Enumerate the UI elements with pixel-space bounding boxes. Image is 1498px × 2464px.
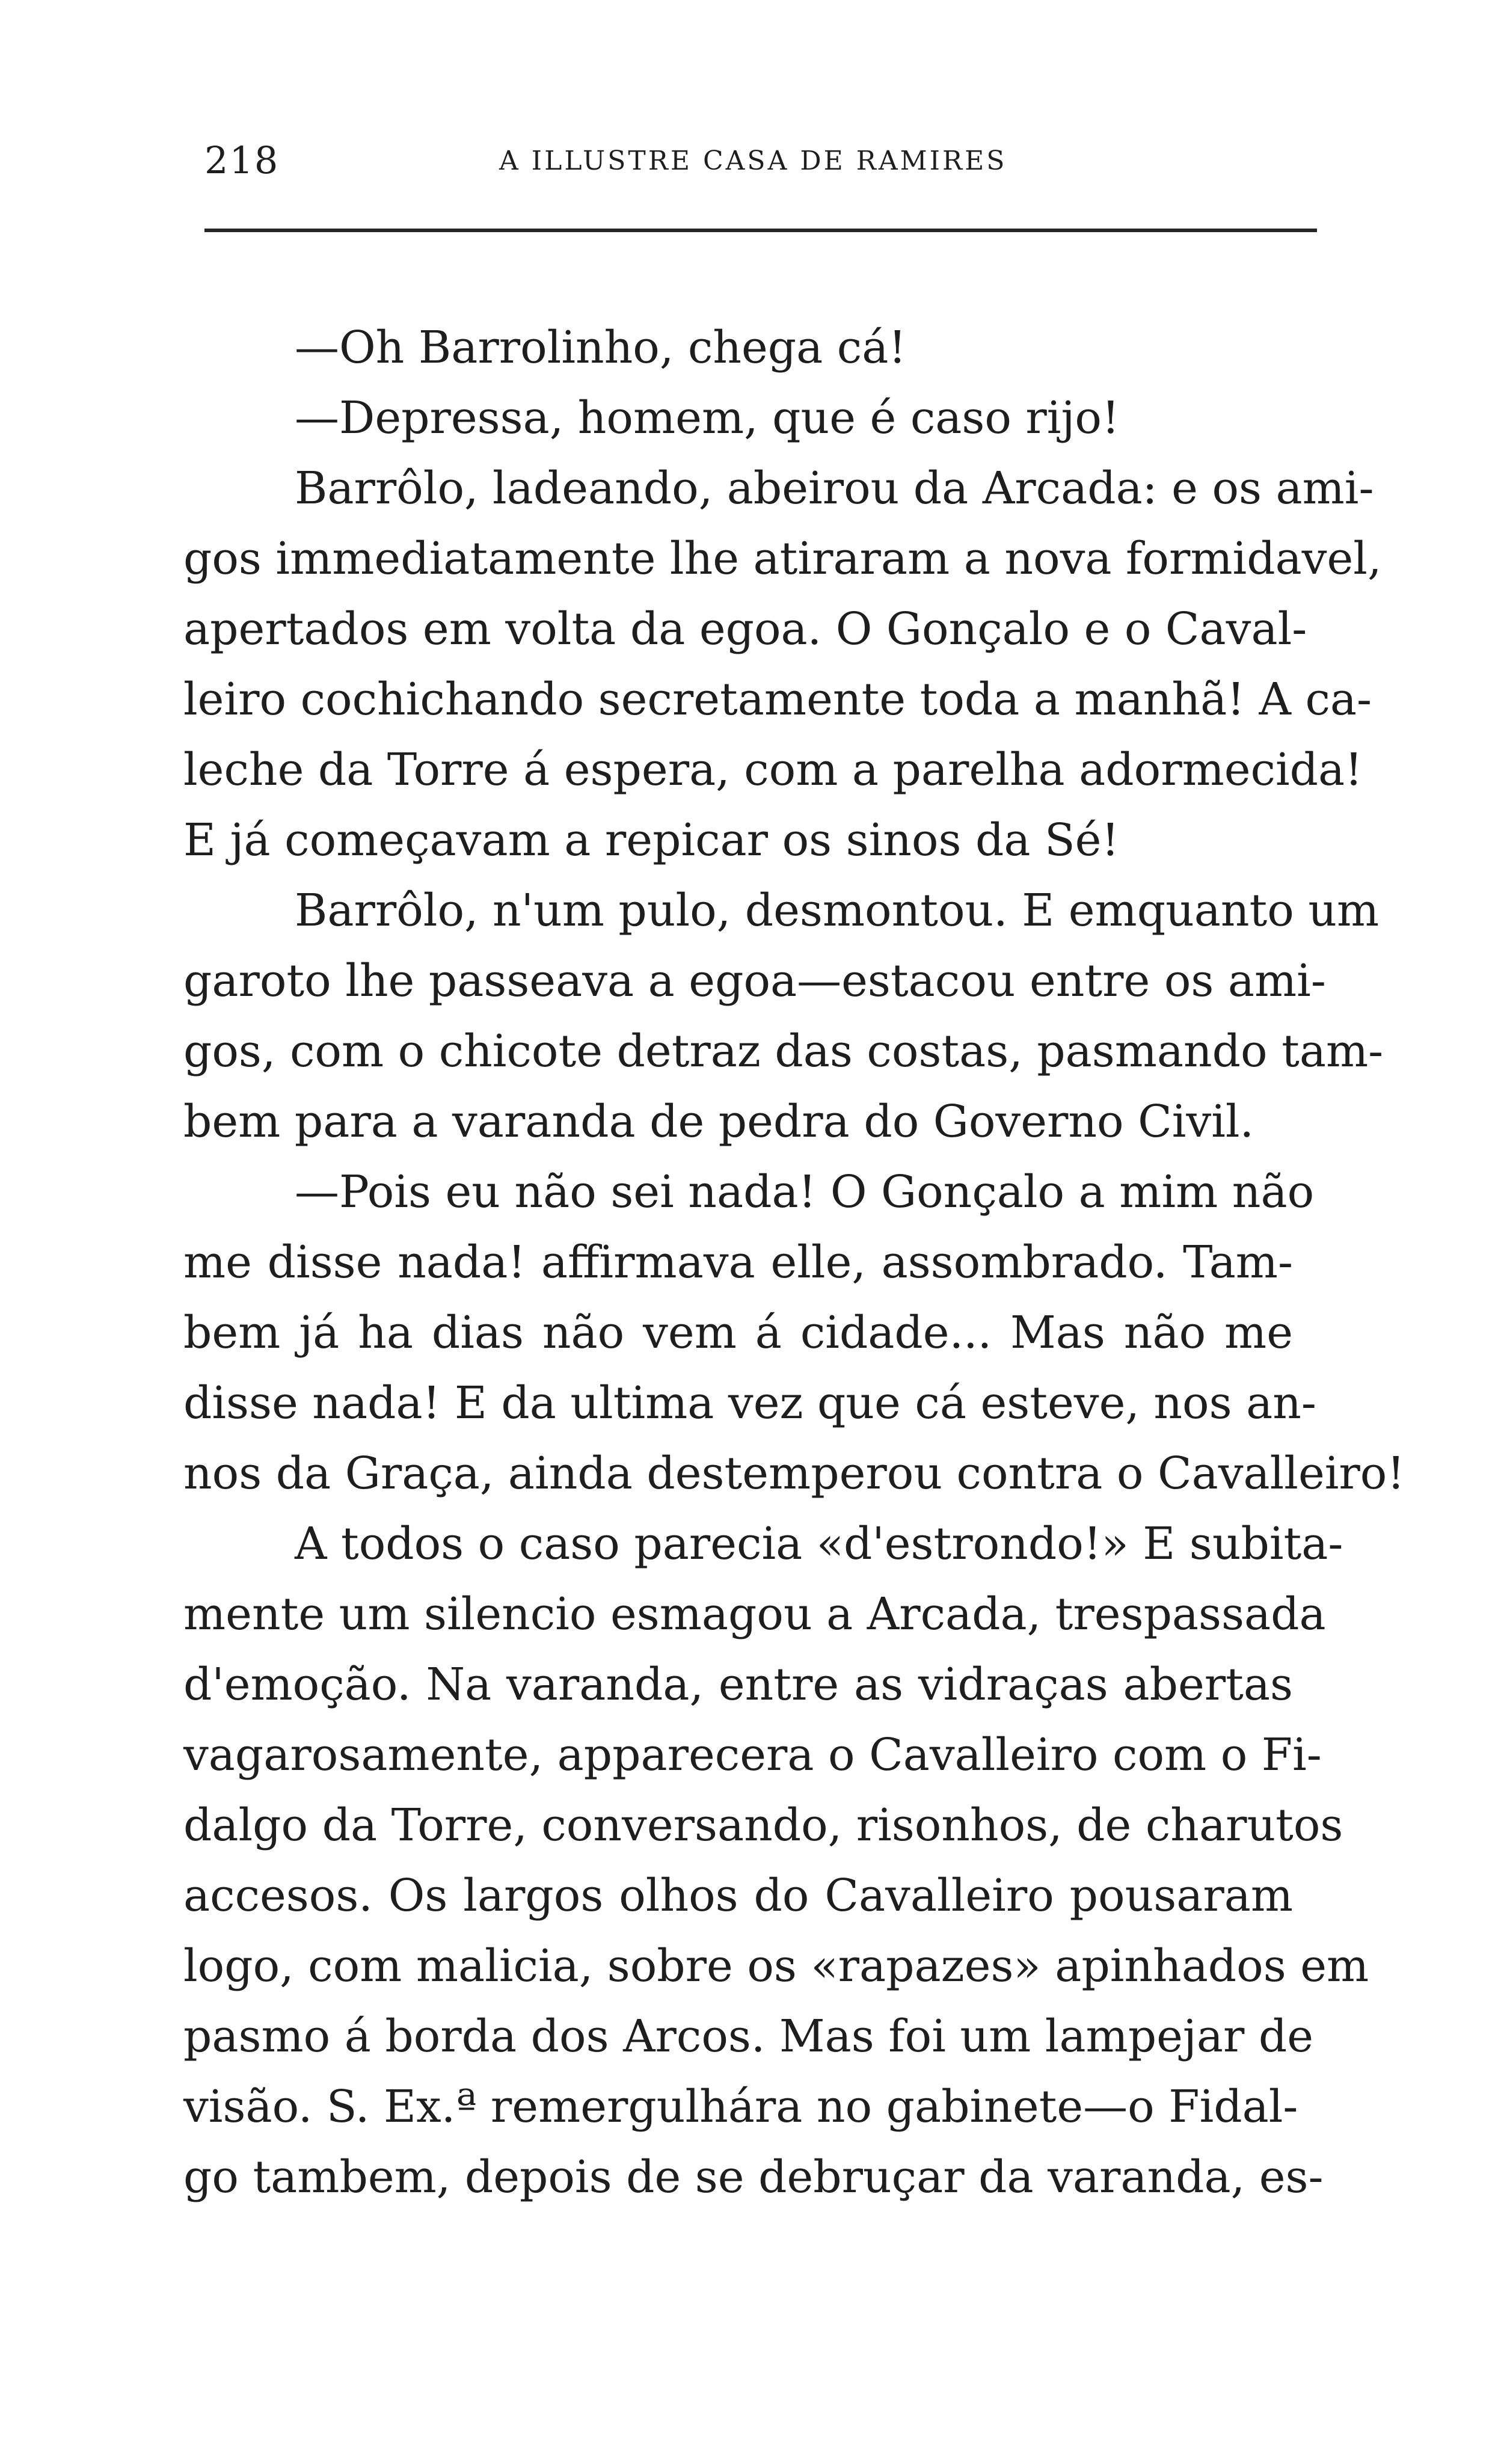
text-line: me disse nada! affirmava elle, assombrado. Tam- bbox=[183, 1237, 1293, 1288]
text-line: nos da Graça, ainda destemperou contra o Cavalleiro! bbox=[183, 1448, 1405, 1499]
text-line: pasmo á borda dos Arcos. Mas foi um lampejar de bbox=[183, 2011, 1314, 2062]
text-line: bem para a varanda de pedra do Governo Civil. bbox=[183, 1096, 1254, 1148]
text-line: —Oh Barrolinho, chega cá! bbox=[295, 322, 907, 373]
text-line: dalgo da Torre, conversando, risonhos, de charutos bbox=[183, 1799, 1343, 1851]
text-line: E já começavam a repicar os sinos da Sé! bbox=[183, 814, 1120, 866]
text-line: gos immediatamente lhe atiraram a nova formidavel, bbox=[183, 533, 1382, 585]
text-line: vagarosamente, apparecera o Cavalleiro com o Fi- bbox=[183, 1729, 1322, 1781]
text-line: accesos. Os largos olhos do Cavalleiro pousaram bbox=[183, 1870, 1293, 1922]
text-line: Barrôlo, ladeando, abeirou da Arcada: e os ami- bbox=[295, 462, 1374, 514]
text-line: garoto lhe passeava a egoa—estacou entre os ami- bbox=[183, 955, 1326, 1007]
text-line: mente um silencio esmagou a Arcada, trespassada bbox=[183, 1588, 1326, 1640]
text-line: go tambem, depois de se debruçar da varanda, es- bbox=[183, 2151, 1324, 2203]
text-line: leiro cochichando secretamente toda a manhã! A ca- bbox=[183, 674, 1372, 725]
text-line: d'emoção. Na varanda, entre as vidraças abertas bbox=[183, 1659, 1293, 1710]
text-line: A todos o caso parecia «d'estrondo!» E subita- bbox=[295, 1518, 1343, 1570]
text-line: gos, com o chicote detraz das costas, pasmando tam- bbox=[183, 1025, 1384, 1077]
text-line: Barrôlo, n'um pulo, desmontou. E emquanto um bbox=[295, 885, 1380, 936]
text-line: visão. S. Ex.ª remergulhára no gabinete—o Fidal- bbox=[183, 2081, 1298, 2133]
page-header bbox=[204, 138, 1317, 204]
text-line: —Pois eu não sei nada! O Gonçalo a mim não bbox=[295, 1166, 1315, 1218]
text-line: bem já ha dias não vem á cidade... Mas não me bbox=[183, 1307, 1293, 1359]
text-line: apertados em volta da egoa. O Gonçalo e o Caval- bbox=[183, 603, 1307, 655]
text-line: leche da Torre á espera, com a parelha adormecida! bbox=[183, 744, 1363, 796]
header-rule bbox=[204, 229, 1317, 232]
text-line: disse nada! E da ultima vez que cá esteve, nos an- bbox=[183, 1377, 1316, 1429]
body-text bbox=[183, 313, 1405, 2213]
page-number: 218 bbox=[204, 138, 280, 182]
text-line: —Depressa, homem, que é caso rijo! bbox=[295, 392, 1120, 444]
text-line: logo, com malicia, sobre os «rapazes» apinhados em bbox=[183, 1940, 1369, 1992]
running-title: A ILLUSTRE CASA DE RAMIRES bbox=[499, 146, 1007, 176]
